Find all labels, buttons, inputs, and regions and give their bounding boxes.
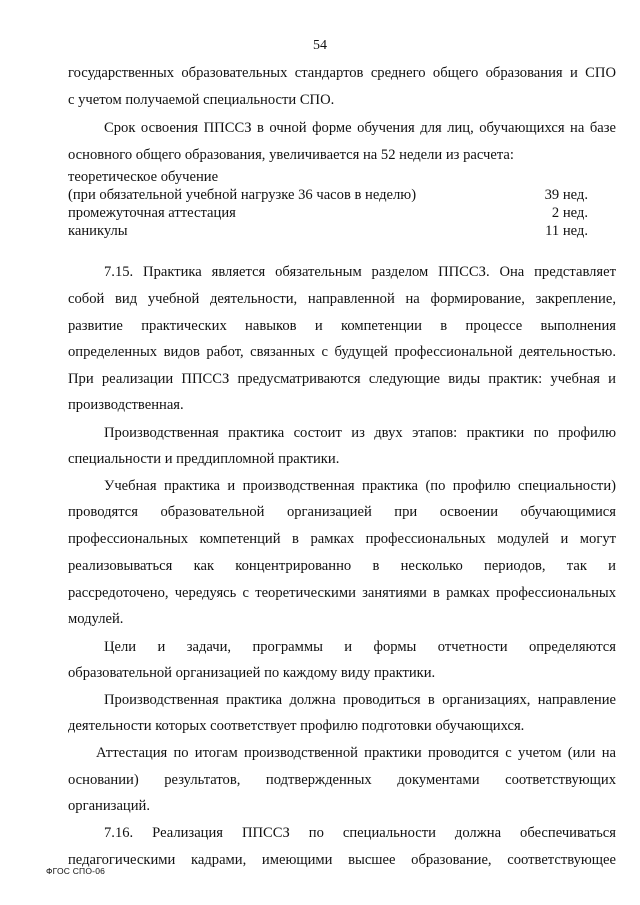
page-number: 54	[313, 38, 327, 53]
paragraph-line: рассредоточено, чередуясь с теоретическими занятиями в рамках профессиональных	[68, 585, 616, 601]
paragraph-line: основного общего образования, увеличивается на 52 недели из расчета:	[68, 147, 514, 163]
plan-label: промежуточная аттестация	[68, 205, 236, 221]
paragraph-line: Производственная практика состоит из двух этапов: практики по профилю	[104, 425, 616, 441]
plan-value: 2 нед.	[551, 205, 588, 221]
paragraph-line: Учебная практика и производственная практика (по профилю специальности)	[104, 478, 616, 494]
plan-label: теоретическое обучение	[68, 169, 219, 185]
paragraph-line: педагогическими кадрами, имеющими высшее образование, соответствующее	[68, 852, 616, 868]
paragraph-line: модулей.	[68, 611, 124, 627]
paragraph-line: При реализации ППССЗ предусматриваются следующие виды практик: учебная и	[68, 371, 616, 387]
paragraph-line: собой вид учебной деятельности, направленной на формирование, закрепление,	[68, 291, 616, 307]
paragraph-line: Цели и задачи, программы и формы отчетности определяются	[104, 639, 616, 655]
paragraph-line: 7.15. Практика является обязательным разделом ППССЗ. Она представляет	[104, 264, 616, 280]
plan-value: 11 нед.	[545, 223, 588, 239]
paragraph-line: производственная.	[68, 397, 184, 413]
paragraph-line: государственных образовательных стандартов среднего общего образования и СПО	[68, 65, 616, 81]
paragraph-line: профессиональных компетенций в рамках профессиональных модулей и могут	[68, 531, 616, 547]
paragraph-line: специальности и преддипломной практики.	[68, 451, 340, 467]
paragraph-line: проводятся образовательной организацией при освоении обучающимися	[68, 504, 616, 520]
paragraph-line: Производственная практика должна проводиться в организациях, направление	[104, 692, 616, 708]
paragraph-line: 7.16. Реализация ППССЗ по специальности должна обеспечиваться	[104, 825, 616, 841]
paragraph-line: определенных видов работ, связанных с будущей профессиональной деятельностью.	[68, 344, 616, 360]
paragraph-line: организаций.	[68, 798, 150, 814]
paragraph-line: основании) результатов, подтвержденных документами соответствующих	[68, 772, 616, 788]
paragraph-line: Срок освоения ППССЗ в очной форме обучения для лиц, обучающихся на базе	[104, 120, 616, 136]
plan-label: (при обязательной учебной нагрузке 36 часов в неделю)	[68, 187, 417, 203]
paragraph-line: реализовываться как концентрированно в несколько периодов, так и	[68, 558, 616, 574]
paragraph-line: Аттестация по итогам производственной практики проводится с учетом (или на	[96, 745, 616, 761]
paragraph-line: развитие практических навыков и компетенции в процессе выполнения	[68, 318, 616, 334]
plan-value: 39 нед.	[544, 187, 588, 203]
plan-label: каникулы	[68, 223, 128, 239]
paragraph-line: образовательной организацией по каждому виду практики.	[68, 665, 436, 681]
paragraph-line: деятельности которых соответствует профилю подготовки обучающихся.	[68, 718, 525, 734]
paragraph-line: с учетом получаемой специальности СПО.	[68, 92, 335, 108]
footer-code: ФГОС СПО-06	[46, 866, 106, 876]
